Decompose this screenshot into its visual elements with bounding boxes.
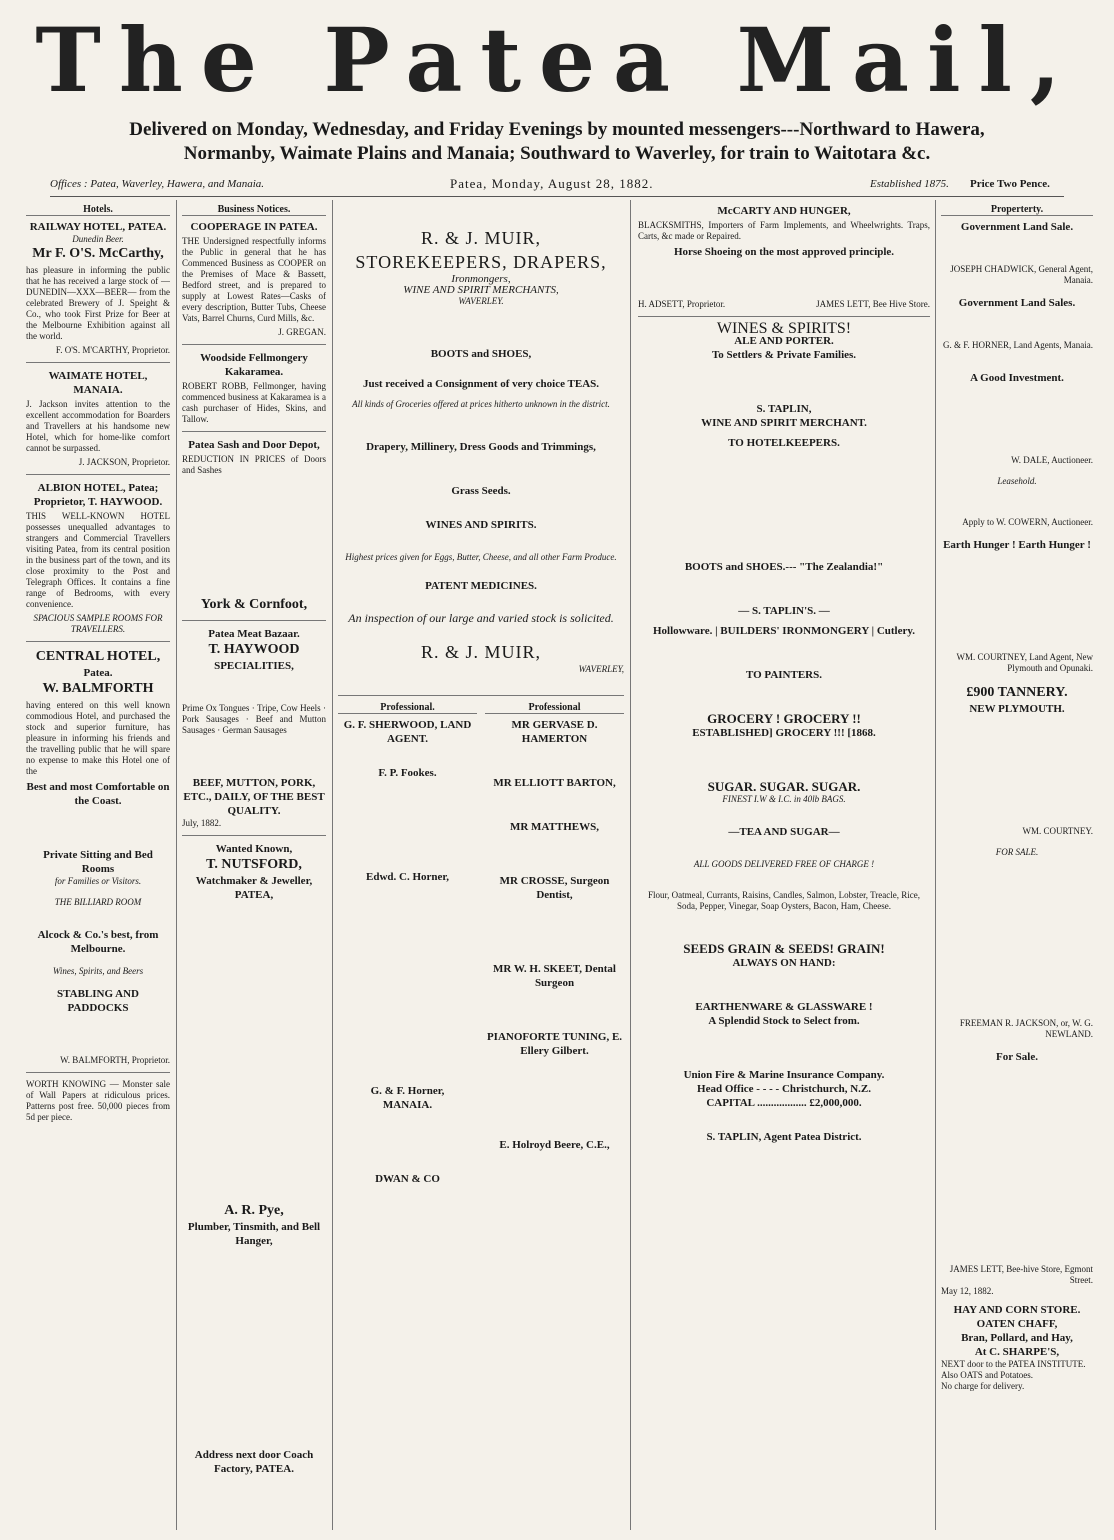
ad-subheading: WINE AND SPIRIT MERCHANT. (701, 417, 867, 429)
separator (26, 474, 170, 475)
ad-signature: H. ADSETT, Proprietor. (638, 299, 726, 309)
ad-heading: BOOTS and SHOES.--- "The Zealandia!" (684, 561, 884, 573)
ad-subheading: Just received a Consignment of very choice TEAS. (362, 378, 600, 390)
ad-subheading: Wines, Spirits, and Beers (52, 966, 144, 976)
ad-signature: JOSEPH CHADWICK, General Agent, Manaia. (950, 264, 1093, 285)
delivery-line-1: Delivered on Monday, Wednesday, and Friday Evenings by mounted messengers---Northward to Hawera, (129, 119, 985, 140)
column-taplin (638, 204, 930, 1534)
ad-heading: Mr F. O'S. McCarthy, (32, 246, 164, 261)
ad-subheading: A Splendid Stock to Select from. (708, 1015, 860, 1027)
ad-heading: Government Land Sales. (958, 297, 1076, 309)
ad-heading: SUGAR. SUGAR. SUGAR. (707, 779, 861, 794)
ad-heading: Edwd. C. Horner, (365, 871, 450, 883)
ad-signature: F. O'S. M'CARTHY, Proprietor. (55, 345, 170, 355)
ad-subheading: —TEA AND SUGAR— (728, 826, 840, 838)
ad-heading: For Sale. (996, 1051, 1038, 1063)
ad-signature: W. DALE, Auctioneer. (1011, 455, 1093, 465)
section-head: Hotels. (26, 204, 170, 216)
ad-subheading: for Families or Visitors. (54, 876, 142, 886)
newspaper-title: The Patea Mail, (35, 8, 1079, 112)
ad-subheading: WINES AND SPIRITS. (425, 519, 537, 531)
ad-subheading: FINEST I.W & I.C. in 40lb BAGS. (722, 794, 846, 804)
column-property (941, 204, 1093, 1534)
separator (638, 316, 930, 317)
ad-subheading: MANAIA. (382, 1099, 433, 1111)
ad-subheading: Patea. (83, 667, 113, 679)
ad-heading: G. F. SHERWOOD, LAND AGENT. (343, 719, 472, 745)
masthead (0, 8, 1114, 113)
ad-subheading: ALE AND PORTER. (734, 335, 834, 347)
ad-subheading: STABLING AND PADDOCKS (56, 988, 139, 1014)
ad-heading: Union Fire & Marine Insurance Company. (683, 1069, 885, 1081)
ad-text: BLACKSMITHS, Importers of Farm Implements, and Wheelwrights. Traps, Carts, &c made or Repaired. (638, 220, 930, 241)
column-rule (630, 200, 631, 1530)
ad-heading: Patea Sash and Door Depot, (188, 439, 320, 451)
ad-subheading: Drapery, Millinery, Dress Goods and Trimmings, (366, 441, 596, 453)
ad-subheading: OATEN CHAFF, (976, 1318, 1058, 1330)
ad-text: having entered on this well known commodious Hotel, and purchased the stock and superior furniture, has pleasure in informing his friends and the travelling public that he will spare no expense to make this Hotel one of the (26, 700, 170, 776)
ad-text: ROBERT ROBB, Fellmonger, having commenced business at Kakaramea is a cash purchaser of Hides, Skins, and Tallow. (182, 381, 326, 424)
ad-subheading: An inspection of our large and varied stock is solicited. (348, 611, 614, 625)
established: Established 1875. (870, 178, 949, 190)
ad-text: THIS WELL-KNOWN HOTEL possesses unequalled advantages to strangers and Commercial Travellers visiting Patea, from its central position in the business part of the town, and its close proximity to the Post and Telegraph Offices. It contains a fine range of Bedrooms, with every convenience. (26, 511, 170, 609)
separator (182, 835, 326, 836)
ad-signature: S. TAPLIN, Agent Patea District. (706, 1131, 862, 1143)
ad-heading: Woodside Fellmongery Kakaramea. (200, 352, 308, 378)
separator (182, 431, 326, 432)
ad-heading: SEEDS GRAIN & SEEDS! GRAIN! (683, 941, 885, 956)
ad-heading: McCARTY AND HUNGER, (717, 205, 851, 217)
ad-heading: TO PAINTERS. (745, 669, 822, 681)
dateline: Patea, Monday, August 28, 1882. (450, 176, 654, 191)
ad-signature: W. BALMFORTH, Proprietor. (60, 1055, 170, 1065)
ad-text: NEXT door to the PATEA INSTITUTE. (941, 1359, 1086, 1369)
ad-subheading: To Settlers & Private Families. (711, 349, 857, 361)
ad-subheading: ALWAYS ON HAND: (732, 957, 836, 969)
ad-text: Flour, Oatmeal, Currants, Raisins, Candles, Salmon, Lobster, Treacle, Rice, Soda, Pepper, Vinegar, Soap Oysters, Bacon, Ham, Cheese. (648, 890, 920, 911)
column-hotels (26, 204, 170, 1534)
professional-left (338, 702, 477, 1186)
ad-heading: CENTRAL HOTEL, (35, 649, 161, 664)
section-head: Properterty. (941, 204, 1093, 216)
column-rule (935, 200, 936, 1530)
ad-signature: WM. COURTNEY, Land Agent, New Plymouth and Opunaki. (956, 652, 1093, 673)
ad-subheading: At C. SHARPE'S, (974, 1346, 1060, 1358)
ad-subheading: Dunedin Beer. (72, 234, 124, 244)
info-bar (50, 178, 1064, 197)
ad-heading: WINES & SPIRITS! (716, 320, 852, 337)
ad-subheading: All kinds of Groceries offered at prices hitherto unknown in the district. (352, 399, 610, 409)
ad-text: No charge for delivery. (941, 1381, 1025, 1391)
ad-subheading: Best and most Comfortable on the Coast. (26, 781, 170, 807)
ad-heading: MR ELLIOTT BARTON, (493, 777, 616, 789)
separator (26, 362, 170, 363)
ad-heading: Wanted Known, (215, 843, 293, 855)
ad-subheading: Head Office - - - - Christchurch, N.Z. (697, 1083, 871, 1095)
ad-subheading: Address next door Coach Factory, PATEA. (194, 1449, 314, 1475)
ad-heading: MR CROSSE, Surgeon Dentist, (499, 875, 610, 901)
ad-signature: JAMES LETT, Bee-hive Store, Egmont Street. (949, 1264, 1093, 1285)
ad-heading: F. P. Fookes. (378, 767, 437, 779)
ad-subheading: WAVERLEY, (578, 664, 624, 674)
ad-subheading: PATENT MEDICINES. (425, 580, 537, 592)
ad-subheading: BEEF, MUTTON, PORK, ETC., DAILY, OF THE BEST QUALITY. (183, 777, 325, 817)
ad-heading: R. & J. MUIR, (420, 642, 541, 662)
ad-row (638, 299, 930, 310)
ad-subheading: THE BILLIARD ROOM (54, 897, 142, 907)
column-rule (332, 200, 333, 1530)
ad-subheading: Private Sitting and Bed Rooms (43, 849, 153, 875)
ad-date: May 12, 1882. (941, 1286, 994, 1296)
separator (182, 344, 326, 345)
ad-signature: G. & F. HORNER, Land Agents, Manaia. (942, 340, 1093, 350)
ad-date: July, 1882. (182, 818, 222, 828)
ad-text: THE Undersigned respectfully informs the Public in general that he has Commenced Business as COOPER on the Premises of Mace & Bassett, Bedford street, and is prepared to supply at Lowest Rates—Casks of every description, Butter Tubs, Cheese Vats, Barrel Churns, Curd Mills, &c. (182, 236, 326, 323)
ad-heading: MR MATTHEWS, (509, 821, 600, 833)
ad-heading: STOREKEEPERS, DRAPERS, (355, 252, 607, 272)
ad-heading: EARTHENWARE & GLASSWARE ! (695, 1001, 873, 1013)
ad-subheading: ESTABLISHED] GROCERY !!! [1868. (692, 727, 876, 739)
ad-subheading: Highest prices given for Eggs, Butter, Cheese, and all other Farm Produce. (345, 552, 617, 562)
ad-subheading: BOOTS and SHOES, (430, 348, 532, 360)
ad-heading: HAY AND CORN STORE. (953, 1304, 1081, 1316)
ad-subheading: WINE AND SPIRIT MERCHANTS, (403, 284, 559, 296)
ad-subheading: SPACIOUS SAMPLE ROOMS FOR TRAVELLERS. (33, 613, 163, 634)
ad-text: Also OATS and Potatoes. (941, 1370, 1033, 1380)
ad-heading: PIANOFORTE TUNING, E. Ellery Gilbert. (486, 1031, 623, 1057)
ad-subheading: CAPITAL .................. £2,000,000. (706, 1097, 862, 1109)
section-head: Professional (485, 702, 624, 714)
section-head: Professional. (338, 702, 477, 714)
ad-heading: R. & J. MUIR, (420, 228, 541, 248)
ad-heading: £900 TANNERY. (966, 685, 1068, 700)
ad-heading: WAIMATE HOTEL, MANAIA. (48, 370, 148, 396)
column-muir (338, 204, 624, 1534)
ad-heading: T. HAYWOOD (208, 642, 300, 657)
ad-signature: — S. TAPLIN'S. — (738, 605, 830, 617)
ad-heading: MR GERVASE D. HAMERTON (511, 719, 598, 745)
ad-heading: TO HOTELKEEPERS. (728, 437, 840, 449)
delivery-line-2: Normanby, Waimate Plains and Manaia; Southward to Waverley, for train to Waitotara &c. (183, 143, 931, 164)
ad-subheading: Grass Seeds. (451, 485, 511, 497)
ad-heading: Leasehold. (997, 476, 1037, 486)
ad-subheading: Watchmaker & Jeweller, PATEA, (195, 875, 313, 901)
ad-signature: S. TAPLIN, (756, 403, 812, 415)
separator (338, 695, 624, 696)
ad-subheading: Alcock & Co.'s best, from Melbourne. (37, 929, 159, 955)
ad-signature: Apply to W. COWERN, Auctioneer. (962, 517, 1093, 527)
delivery-notice (20, 118, 1094, 166)
price: Price Two Pence. (970, 178, 1050, 190)
separator (182, 620, 326, 621)
ad-heading: FOR SALE. (995, 847, 1039, 857)
ad-heading: DWAN & CO (375, 1173, 440, 1185)
ad-text: J. Jackson invites attention to the excellent accommodation for Boarders and Travellers at his handsome new Hotel, which for home-like comfort cannot be surpassed. (26, 399, 170, 453)
ad-heading: Patea Meat Bazaar. (208, 628, 300, 640)
ad-subheading: Bran, Pollard, and Hay, (961, 1332, 1073, 1344)
ad-heading: ALBION HOTEL, Patea; Proprietor, T. HAYWOOD. (33, 482, 163, 508)
separator (26, 641, 170, 642)
ad-heading: A Good Investment. (970, 372, 1064, 384)
ad-heading: E. Holroyd Beere, C.E., (499, 1139, 610, 1151)
ad-signature: WM. COURTNEY. (1022, 826, 1093, 836)
ad-subheading: SPECIALITIES, (214, 660, 294, 672)
ad-text: Prime Ox Tongues · Tripe, Cow Heels · Pork Sausages · Beef and Mutton Sausages · German Sausages (182, 703, 326, 735)
ad-subheading: WAVERLEY. (458, 296, 504, 306)
ad-heading: Government Land Sale. (960, 221, 1074, 233)
ad-heading: A. R. Pye, (224, 1203, 284, 1218)
ad-subheading: Plumber, Tinsmith, and Bell Hanger, (187, 1221, 321, 1247)
ad-signature: JAMES LETT, Bee Hive Store. (816, 299, 930, 309)
ad-subheading: ALL GOODS DELIVERED FREE OF CHARGE ! (693, 859, 875, 869)
ad-text: has pleasure in informing the public that he has received a large stock of —DUNEDIN—XXX—BEER— from the celebrated Brewery of J. Speight & Co., who took First Prize for Beer at the Melbourne Exhibition against all the world. (26, 265, 170, 341)
ad-heading: G. & F. Horner, (370, 1085, 445, 1097)
offices: Offices : Patea, Waverley, Hawera, and Manaia. (50, 178, 265, 190)
column-rule (176, 200, 177, 1530)
ad-subheading: Horse Shoeing on the most approved principle. (673, 246, 895, 258)
ad-text: REDUCTION IN PRICES of Doors and Sashes (182, 454, 326, 475)
section-head: Business Notices. (182, 204, 326, 216)
ad-heading: York & Cornfoot, (200, 597, 308, 612)
ad-heading: T. NUTSFORD, (206, 857, 302, 872)
ad-heading: GROCERY ! GROCERY !! (707, 711, 861, 726)
ad-heading: Earth Hunger ! Earth Hunger ! (943, 539, 1091, 551)
ad-heading: Hollowware. | BUILDERS' IRONMONGERY | Cutlery. (652, 625, 916, 637)
ad-subheading: NEW PLYMOUTH. (969, 703, 1065, 715)
ad-heading: W. BALMFORTH (42, 681, 154, 696)
separator (26, 1072, 170, 1073)
ad-heading: MR W. H. SKEET, Dental Surgeon (493, 963, 616, 989)
professional-columns (338, 702, 624, 1186)
professional-right (485, 702, 624, 1186)
ad-signature: J. GREGAN. (278, 327, 326, 337)
column-business (182, 204, 326, 1534)
ad-signature: J. JACKSON, Proprietor. (78, 457, 170, 467)
ad-heading: RAILWAY HOTEL, PATEA. (29, 221, 167, 233)
ad-subheading: Ironmongers, (451, 273, 511, 285)
ad-heading: COOPERAGE IN PATEA. (190, 221, 318, 233)
ad-text: WORTH KNOWING — Monster sale of Wall Papers at ridiculous prices. Patterns post free. 50,000 pieces from 5d per piece. (26, 1079, 170, 1122)
ad-signature: FREEMAN R. JACKSON, or, W. G. NEWLAND. (959, 1018, 1093, 1039)
